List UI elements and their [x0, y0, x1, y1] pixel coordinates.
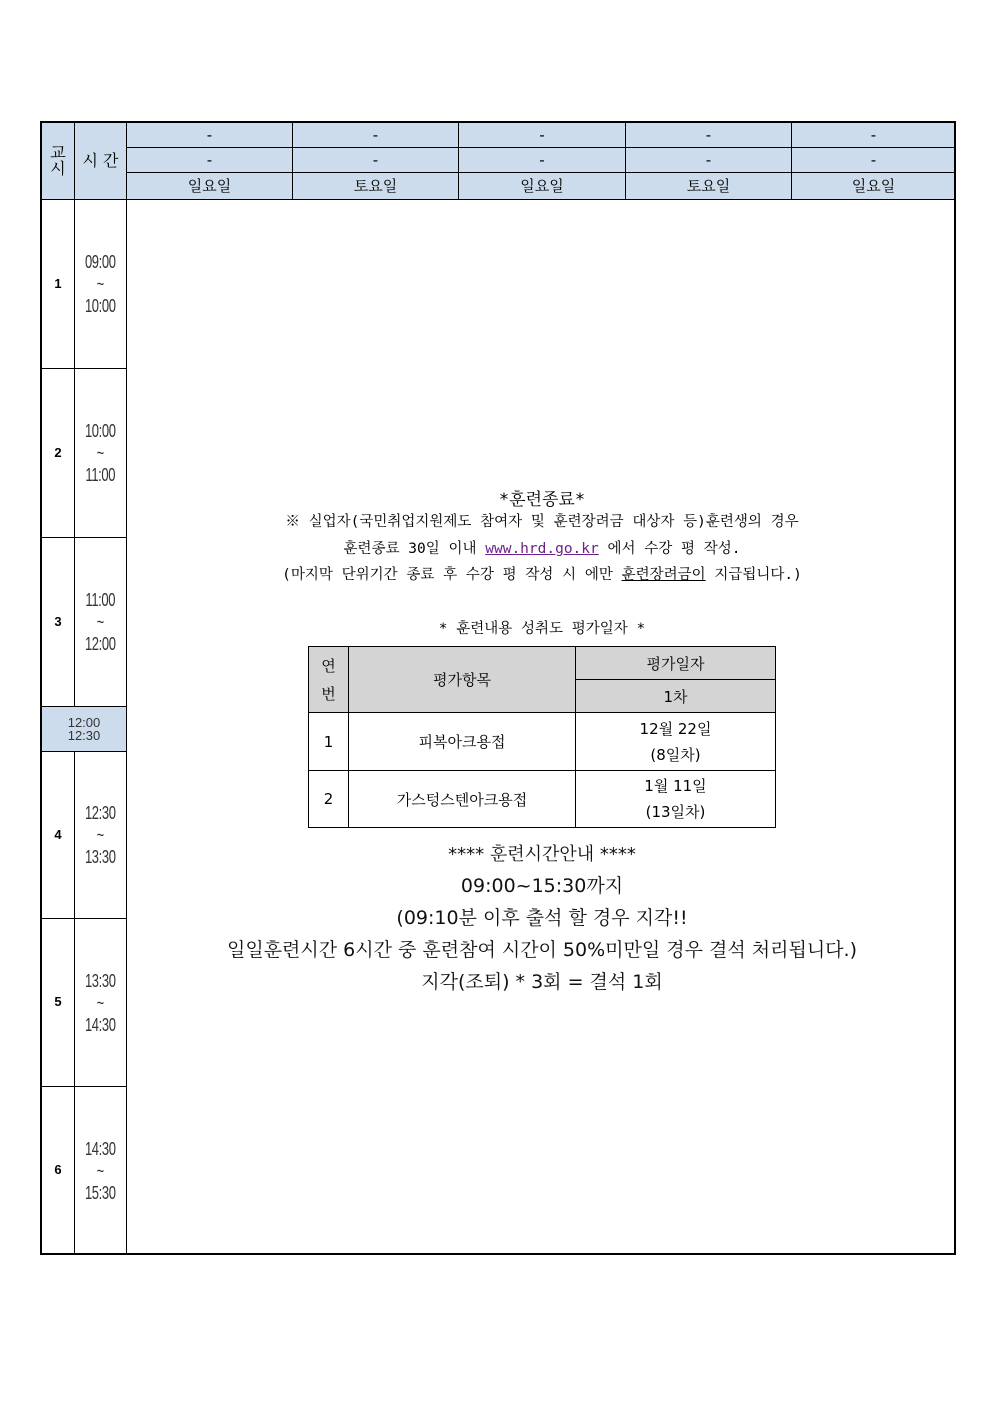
period-start: 12:30: [85, 803, 116, 823]
hours-title: **** 훈련시간안내 ****: [448, 844, 636, 865]
header-row1-cell: -: [870, 125, 877, 144]
notice-line1: ※ 실업자(국민취업지원제도 참여자 및 훈련장려금 대상자 등)훈련생의 경우: [285, 514, 799, 530]
eval-date: 12월 22일: [639, 719, 712, 738]
period-end: 14:30: [85, 1014, 116, 1035]
header-row2-cell: -: [539, 150, 545, 169]
header-row2-cell: -: [372, 150, 379, 169]
period-number: 5: [54, 994, 62, 1010]
eval-row-date: [576, 771, 776, 828]
hours-late-rule: (09:10분 이후 출석 할 경우 지각!!: [396, 907, 688, 929]
header-row1-cell: -: [539, 125, 545, 144]
day-header: 토요일: [353, 176, 398, 195]
hours-tardy-rule: 지각(조퇴) * 3회 = 결석 1회: [421, 971, 663, 993]
lunch-end: 12:30: [67, 728, 101, 743]
hours-absent-rule: 일일훈련시간 6시간 중 훈련참여 시간이 50%미만일 경우 결석 처리됩니다.): [226, 939, 857, 961]
period-number: 3: [54, 613, 62, 629]
eval-day: (13일차): [645, 803, 706, 821]
lunch-time: [42, 707, 126, 751]
header-row1-cell: -: [705, 125, 712, 144]
header-row1-cell: -: [372, 125, 379, 144]
notice-line3: [128, 563, 956, 584]
notice-title: *훈련종료*: [498, 490, 586, 510]
period-start: 11:00: [85, 590, 116, 610]
eval-header-round: 1차: [576, 680, 776, 713]
evaluation-table: [308, 646, 776, 828]
time-header: 시 간: [82, 151, 119, 171]
period-time: [75, 538, 126, 706]
period-sep: ~: [96, 274, 105, 294]
eval-row-no: 1: [309, 713, 349, 771]
period-sep: ~: [96, 992, 105, 1013]
class-period-header: 교 시: [50, 143, 66, 178]
allowance-text: 훈련장려금이: [621, 567, 706, 583]
hrd-link[interactable]: www.hrd.go.kr: [485, 541, 599, 557]
notice-line3-suffix: 지급됩니다.): [705, 567, 802, 583]
period-end: 13:30: [85, 847, 116, 867]
day-header: 일요일: [851, 176, 896, 195]
period-time: [75, 200, 126, 368]
period-number: 1: [54, 275, 62, 291]
period-end: 12:00: [85, 634, 116, 654]
period-end: 11:00: [85, 465, 116, 485]
lunch-start: 12:00: [67, 715, 101, 730]
table-row: [309, 771, 776, 828]
eval-header-date: 평가일자: [576, 647, 776, 680]
header-row2-cell: -: [705, 150, 712, 169]
day-header: 토요일: [686, 176, 731, 195]
day-header: 일요일: [187, 176, 232, 195]
period-time: [75, 919, 126, 1086]
table-row: [309, 713, 776, 771]
hours-range: 09:00~15:30까지: [460, 875, 624, 897]
eval-title: * 훈련내용 성취도 평가일자 *: [438, 621, 646, 637]
period-sep: ~: [96, 825, 105, 845]
period-start: 13:30: [85, 970, 116, 991]
period-sep: ~: [96, 1160, 105, 1181]
notice-line2-text: 훈련종료 30일 이내: [343, 541, 486, 557]
header-row1-cell: -: [206, 125, 213, 144]
period-end: 10:00: [85, 296, 116, 316]
day-header: 일요일: [520, 176, 564, 195]
period-start: 10:00: [85, 421, 116, 441]
period-sep: ~: [96, 443, 105, 463]
grid-line: [42, 199, 955, 200]
eval-date: 1월 11일: [644, 777, 707, 795]
eval-row-item: 피복아크용접: [349, 713, 576, 771]
header-row2-cell: -: [206, 150, 213, 169]
eval-row-date: [576, 713, 776, 771]
period-end: 15:30: [85, 1182, 116, 1203]
period-time: [75, 752, 126, 918]
period-number: 4: [54, 826, 62, 842]
eval-day: (8일차): [650, 745, 701, 764]
period-start: 09:00: [85, 252, 116, 272]
grid-line: [126, 123, 127, 1254]
notice-line2: [128, 537, 956, 558]
eval-header-item: 평가항목: [349, 647, 576, 713]
header-row2-cell: -: [870, 150, 877, 169]
period-sep: ~: [96, 612, 105, 632]
eval-row-no: 2: [309, 771, 349, 828]
period-start: 14:30: [85, 1138, 116, 1159]
period-time: [75, 1087, 126, 1254]
period-number: 6: [54, 1162, 62, 1178]
notice-line3-text: (마지막 단위기간 종료 후 수강 평 작성 시 에만: [282, 567, 622, 583]
period-number: 2: [54, 444, 62, 460]
notice-line2-suffix: 에서 수강 평 작성.: [598, 541, 741, 557]
eval-header-no: 연 번: [309, 647, 349, 713]
period-time: [75, 369, 126, 537]
eval-row-item: 가스텅스텐아크용접: [349, 771, 576, 828]
